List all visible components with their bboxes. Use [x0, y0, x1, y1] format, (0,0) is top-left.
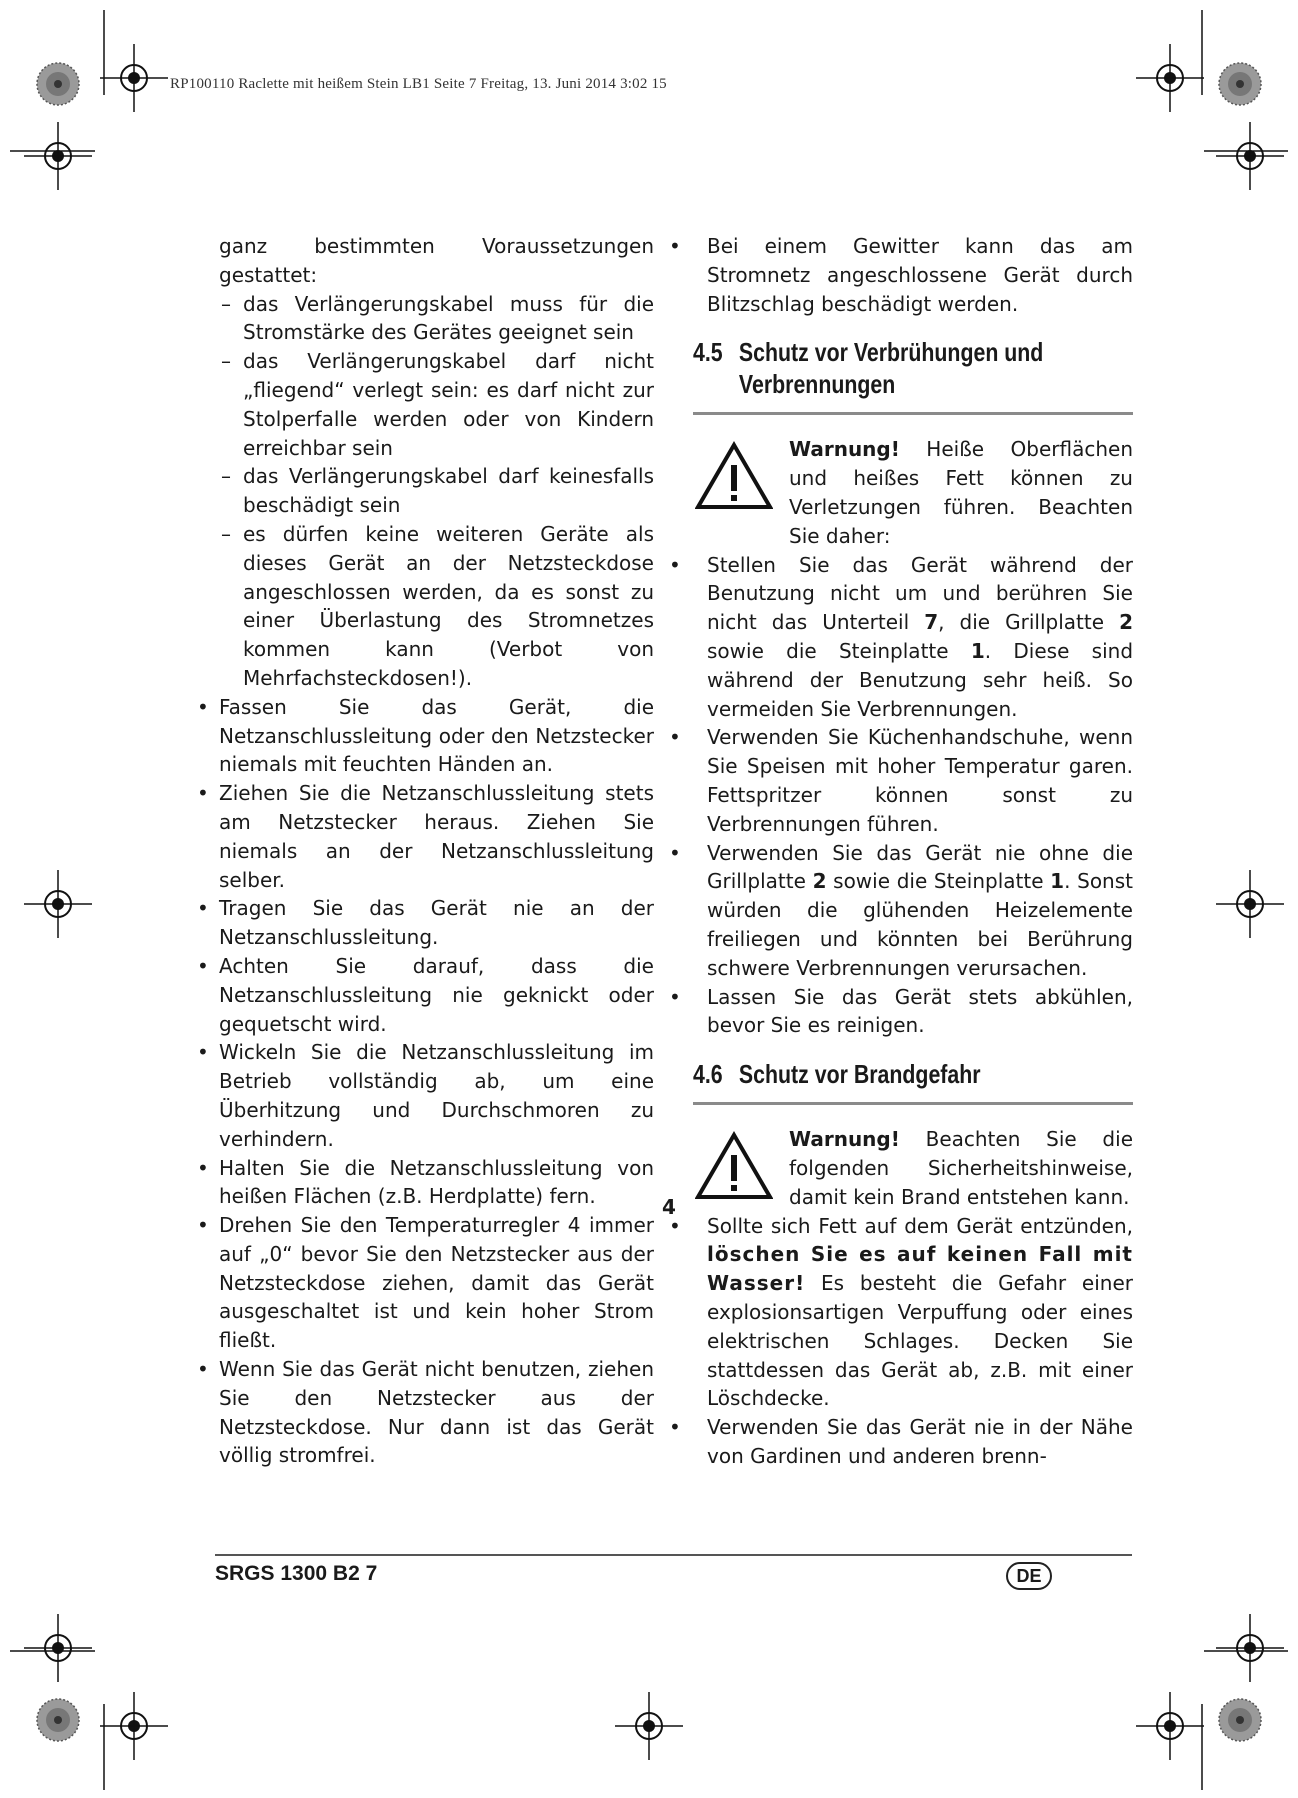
bullet-item: • Verwenden Sie Küchenhandschuhe, wenn Sie Speisen mit hoher Temperatur garen. Fettspritzer können sonst zu Verbrennungen führen.: [669, 723, 1133, 838]
bullet-item: [669, 839, 1133, 983]
section-heading-4-6: [693, 1058, 1119, 1090]
margin-number: 4: [662, 1195, 676, 1219]
section-rule: [693, 1102, 1133, 1105]
bullet-item: [669, 551, 1133, 724]
bullet-item: • Bei einem Gewitter kann das am Stromnetz angeschlossene Gerät durch Blitzschlag beschädigt werden.: [669, 232, 1133, 318]
right-column: [695, 232, 1133, 1471]
bullet-item: • Halten Sie die Netzanschlussleitung von heißen Flächen (z.B. Herdplatte) fern.: [197, 1154, 654, 1212]
warning-label: Warnung!: [789, 1127, 900, 1152]
heading-number: 4.6: [693, 1059, 723, 1090]
bullet-item: • Ziehen Sie die Netzanschlussleitung stets am Netzstecker heraus. Ziehen Sie niemals an der Netzanschlussleitung selber.: [197, 779, 654, 894]
emphasis-text: löschen Sie es auf keinen Fall mit Wasser!: [707, 1242, 1133, 1296]
text: . Diese sind während der Benutzung sehr heiß. So vermeiden Sie Verbrennungen.: [707, 638, 1134, 721]
dash-item: – das Verlängerungskabel muss für die Stromstärke des Gerätes geeignet sein: [219, 290, 654, 348]
text: . Sonst würden die glühenden Heizelemente freiliegen und könnten bei Berührung schwere Verbrennungen verursachen.: [707, 869, 1133, 980]
bullet-item: • Verwenden Sie das Gerät nie in der Nähe von Gardinen und anderen brenn-: [669, 1413, 1133, 1471]
bullet-item: • Wenn Sie das Gerät nicht benutzen, ziehen Sie den Netzstecker aus der Netzsteckdose. Nur dann ist das Gerät völlig stromfrei.: [197, 1355, 654, 1470]
text: sowie die Steinplatte: [707, 638, 971, 663]
ref-number: 7: [924, 610, 939, 635]
bullet-item: • Fassen Sie das Gerät, die Netzanschlussleitung oder den Netzstecker niemals mit feuchten Händen an.: [197, 693, 654, 779]
text: Sollte sich Fett auf dem Gerät entzünden,: [707, 1213, 1133, 1238]
bullet-item: • Wickeln Sie die Netzanschlussleitung im Betrieb vollständig ab, um eine Überhitzung und Durchschmoren zu verhindern.: [197, 1038, 654, 1153]
heading-text: Schutz vor Brandgefahr: [738, 1059, 981, 1090]
bullet-item: • Drehen Sie den Temperaturregler 4 immer auf „0“ bevor Sie den Netzstecker aus der Netzsteckdose ziehen, damit das Gerät ausgeschaltet ist und kein hoher Strom fließt.: [197, 1211, 654, 1355]
heading-text: Schutz vor Verbrühungen und: [738, 337, 1044, 368]
bullet-item: • Lassen Sie das Gerät stets abkühlen, bevor Sie es reinigen.: [669, 983, 1133, 1041]
paragraph: ganz bestimmten Voraussetzungen gestattet:: [219, 234, 654, 287]
ref-number: 1: [1050, 869, 1065, 894]
dash-item: – das Verlängerungskabel darf nicht „fliegend“ verlegt sein: es darf nicht zur Stolperfalle werden oder von Kindern erreichbar sein: [219, 347, 654, 462]
section-rule: [693, 412, 1133, 415]
print-slug: RP100110 Raclette mit heißem Stein LB1 Seite 7 Freitag, 13. Juni 2014 3:02 15: [170, 76, 667, 92]
section-heading-4-5: [693, 336, 1119, 400]
ref-number: 2: [812, 869, 827, 894]
language-badge: DE: [1006, 1562, 1052, 1590]
footer-rule: [215, 1554, 1132, 1556]
heading-text-line2: Verbrennungen: [738, 369, 896, 400]
warning-triangle-icon: [695, 441, 773, 511]
warning-triangle-icon: [695, 1131, 773, 1201]
footer-model: SRGS 1300 B2 7: [215, 1562, 378, 1585]
text: , die Grillplatte: [938, 610, 1120, 635]
warning-block: [695, 435, 1133, 550]
dash-item: – es dürfen keine weiteren Geräte als dieses Gerät an der Netzsteckdose angeschlossen werden, da es sonst zu einer Überlastung des Stromnetzes kommen kann (Verbot von Mehrfachsteckdosen!).: [219, 520, 654, 693]
warning-text: Beachten Sie die folgenden Sicherheitshinweise, damit kein Brand entstehen kann.: [789, 1127, 1133, 1209]
warning-text: Heiße Oberflächen und heißes Fett können zu Verletzungen führen. Beachten Sie daher:: [789, 437, 1133, 548]
text: Stellen Sie das Gerät während der Benutzung nicht um und berühren Sie nicht das Unterteil: [707, 552, 1133, 635]
text: Verwenden Sie das Gerät nie ohne die Grillplatte: [707, 840, 1133, 894]
heading-number: 4.5: [693, 337, 723, 368]
dash-item: – das Verlängerungskabel darf keinesfalls beschädigt sein: [219, 462, 654, 520]
ref-number: 1: [970, 638, 985, 663]
bullet-item: • Achten Sie darauf, dass die Netzanschlussleitung nie geknickt oder gequetscht wird.: [197, 952, 654, 1038]
ref-number: 2: [1119, 610, 1133, 635]
bullet-item: [669, 1212, 1133, 1414]
text: sowie die Steinplatte: [826, 869, 1051, 894]
warning-label: Warnung!: [789, 437, 900, 462]
bullet-item: • Tragen Sie das Gerät nie an der Netzanschlussleitung.: [197, 894, 654, 952]
warning-block: [695, 1125, 1133, 1211]
left-column: [219, 232, 654, 1470]
text: Es besteht die Gefahr einer explosionsartigen Verpuffung oder eines elektrischen Schlages. Decken Sie stattdessen das Gerät ab, z.B. mit einer Löschdecke.: [707, 1271, 1133, 1411]
